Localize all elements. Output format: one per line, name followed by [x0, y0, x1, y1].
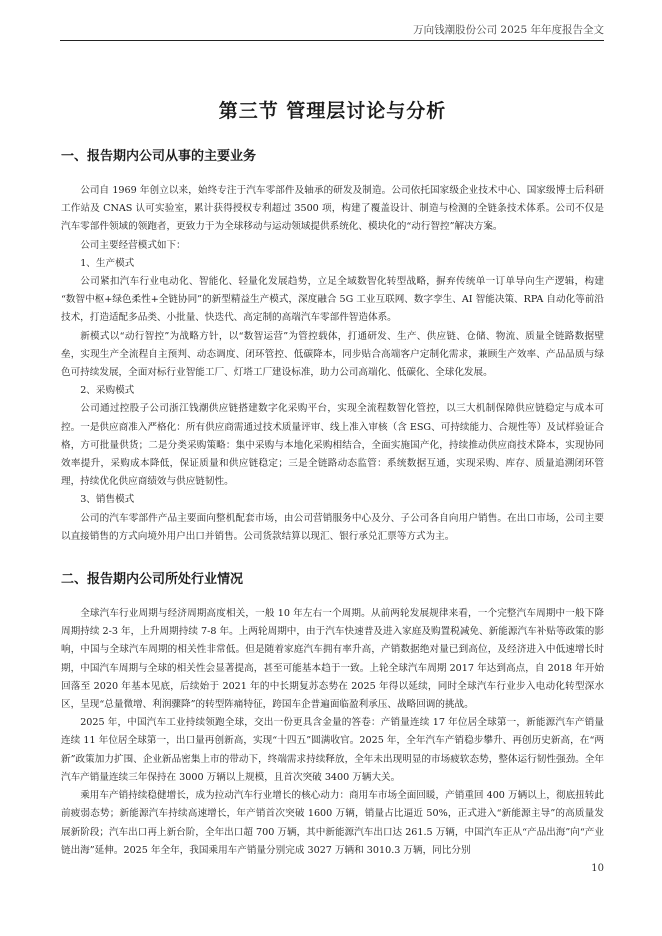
procurement-model-subheading: 2、采购模式 [80, 385, 135, 397]
company-intro-paragraph: 公司自 1969 年创立以来，始终专注于汽车零部件及轴承的研发及制造。公司依托国家级企业技术中心、国家级博士后科研工作站及 CNAS 认可实验室，累计获得授权专利超过 3500 项，构建了覆盖设计、制造与检测的全链条技术体系。公司不仅是汽车零部件领域的领跑者，更致力于为全球移动与运动领域提供系统化、模块化的“动行智控”解决方案。 [61, 185, 604, 233]
procurement-model-paragraph: 公司通过控股子公司浙江钱潮供应链搭建数字化采购平台，实现全流程数智化管控，以三大机制保障供应链稳定与成本可控。一是供应商准入严格化：所有供应商需通过技术质量评审、线上准入审核（含 ESG、可持续能力、合规性等）及试样验证合格，方可批量供货；二是分类采购策略：集中采购与本地化采购相结合，全面实施国产化，持续推动供应商技术降本，实现协同效率提升，采购成本降低，保证质量和供应链稳定；三是全链路动态监管：系统数据互通，实现采购、库存、质量追溯闭环管理，持续优化供应商绩效与供应链韧性。 [61, 403, 604, 488]
passenger-vehicle-paragraph: 乘用车产销持续稳健增长，成为拉动汽车行业增长的核心动力：商用车市场全面回暖，产销重回 400 万辆以上，彻底扭转此前疲弱态势；新能源汽车持续高速增长，年产销首次突破 1600 万辆，销量占比逼近 50%，正式进入“新能源主导”的高质量发展新阶段；汽车出口再上新台阶，全年出口超 700 万辆，其中新能源汽车出口达 261.5 万辆，中国汽车正从“产品出海”向“产业链出海”延伸。2025 年全年，我国乘用车产销量分别完成 3027 万辆和 3010.3 万辆，同比分别 [61, 790, 604, 856]
production-model-paragraph: 公司紧扣汽车行业电动化、智能化、轻量化发展趋势，立足全域数智化转型战略，摒弃传统单一订单导向生产逻辑，构建 “数智中枢+绿色柔性+全链协同”的新型精益生产模式，深度融合 5G 工业互联网、数字孪生、AI 智能决策、RPA 自动化等前沿技术，打造适配多品类、小批量、快迭代、高定制的高端汽车零部件智造体系。 [61, 276, 604, 324]
new-model-paragraph: 新模式以“动行智控”为战略方针，以“数智运营”为管控载体，打通研发、生产、供应链、仓储、物流、质量全链路数据壁垒，实现生产全流程自主预判、动态调度、闭环管控、低碳降本，同步贴合高端客户定制化需求，兼顾生产效率、产品品质与绿色可持续发展，全面对标行业智能工厂、灯塔工厂建设标准，助力公司高端化、低碳化、全球化发展。 [61, 330, 604, 379]
industry-cycle-paragraph: 全球汽车行业周期与经济周期高度相关，一般 10 年左右一个周期。从前两轮发展规律来看，一个完整汽车周期中一般下降周期持续 2-3 年，上升周期持续 7-8 年。上两轮周期中，由于汽车快速普及进入家庭及购置税减免、新能源汽车补贴等政策的影响，中国与全球汽车周期的相关性非常低。但是随着家庭汽车拥有率升高，产销数据绝对量已到高位，及经济进入中低速增长时期，中国汽车周期与全球的相关性会显著提高，甚至可能基本趋于一致。上轮全球汽车周期 2017 年达到高点，自 2018 年开始回落至 2020 年基本见底，后续始于 2021 年的中长期复苏态势在 2025 年得以延续，同时全球汽车行业步入电动化转型深水区，呈现“总量微增、利润骤降”的转型阵痛特征，跨国车企普遍面临盈利承压、战略回调的挑战。 [61, 608, 604, 711]
sales-model-subheading: 3、销售模式 [80, 494, 135, 506]
page-content [61, 84, 604, 860]
section-title: 第三节 管理层讨论与分析 [218, 100, 447, 122]
industry-2025-paragraph: 2025 年，中国汽车工业持续领跑全球，交出一份更具含金量的答卷：产销量连续 17 年位居全球第一，新能源汽车产销量连续 11 年位居全球第一，出口量再创新高，实现“十四五”圆满收官。2025 年，全年汽车产销稳步攀升、再创历史新高，在“两新”政策加力扩围、企业新品密集上市的带动下，终端需求持续释放，全年未出现明显的市场疲软态势，整体运行韧性强劲。全年汽车产销量连续三年保持在 3000 万辆以上规模，且首次突破 3400 万辆大关。 [61, 717, 604, 783]
running-header: 万向钱潮股份公司 2025 年年度报告全文 [413, 24, 604, 36]
industry-heading: 二、报告期内公司所处行业情况 [61, 572, 244, 588]
header-rule [60, 40, 604, 41]
page-number: 10 [591, 863, 604, 874]
business-model-intro: 公司主要经营模式如下： [80, 239, 186, 251]
main-business-heading: 一、报告期内公司从事的主要业务 [61, 149, 257, 164]
production-model-subheading: 1、生产模式 [80, 257, 135, 269]
sales-model-paragraph: 公司的汽车零部件产品主要面向整机配套市场，由公司营销服务中心及分、子公司各自向用户销售。在出口市场，公司主要以直接销售的方式向境外用户出口并销售。公司货款结算以现汇、银行承兑汇票等方式为主。 [61, 512, 604, 542]
